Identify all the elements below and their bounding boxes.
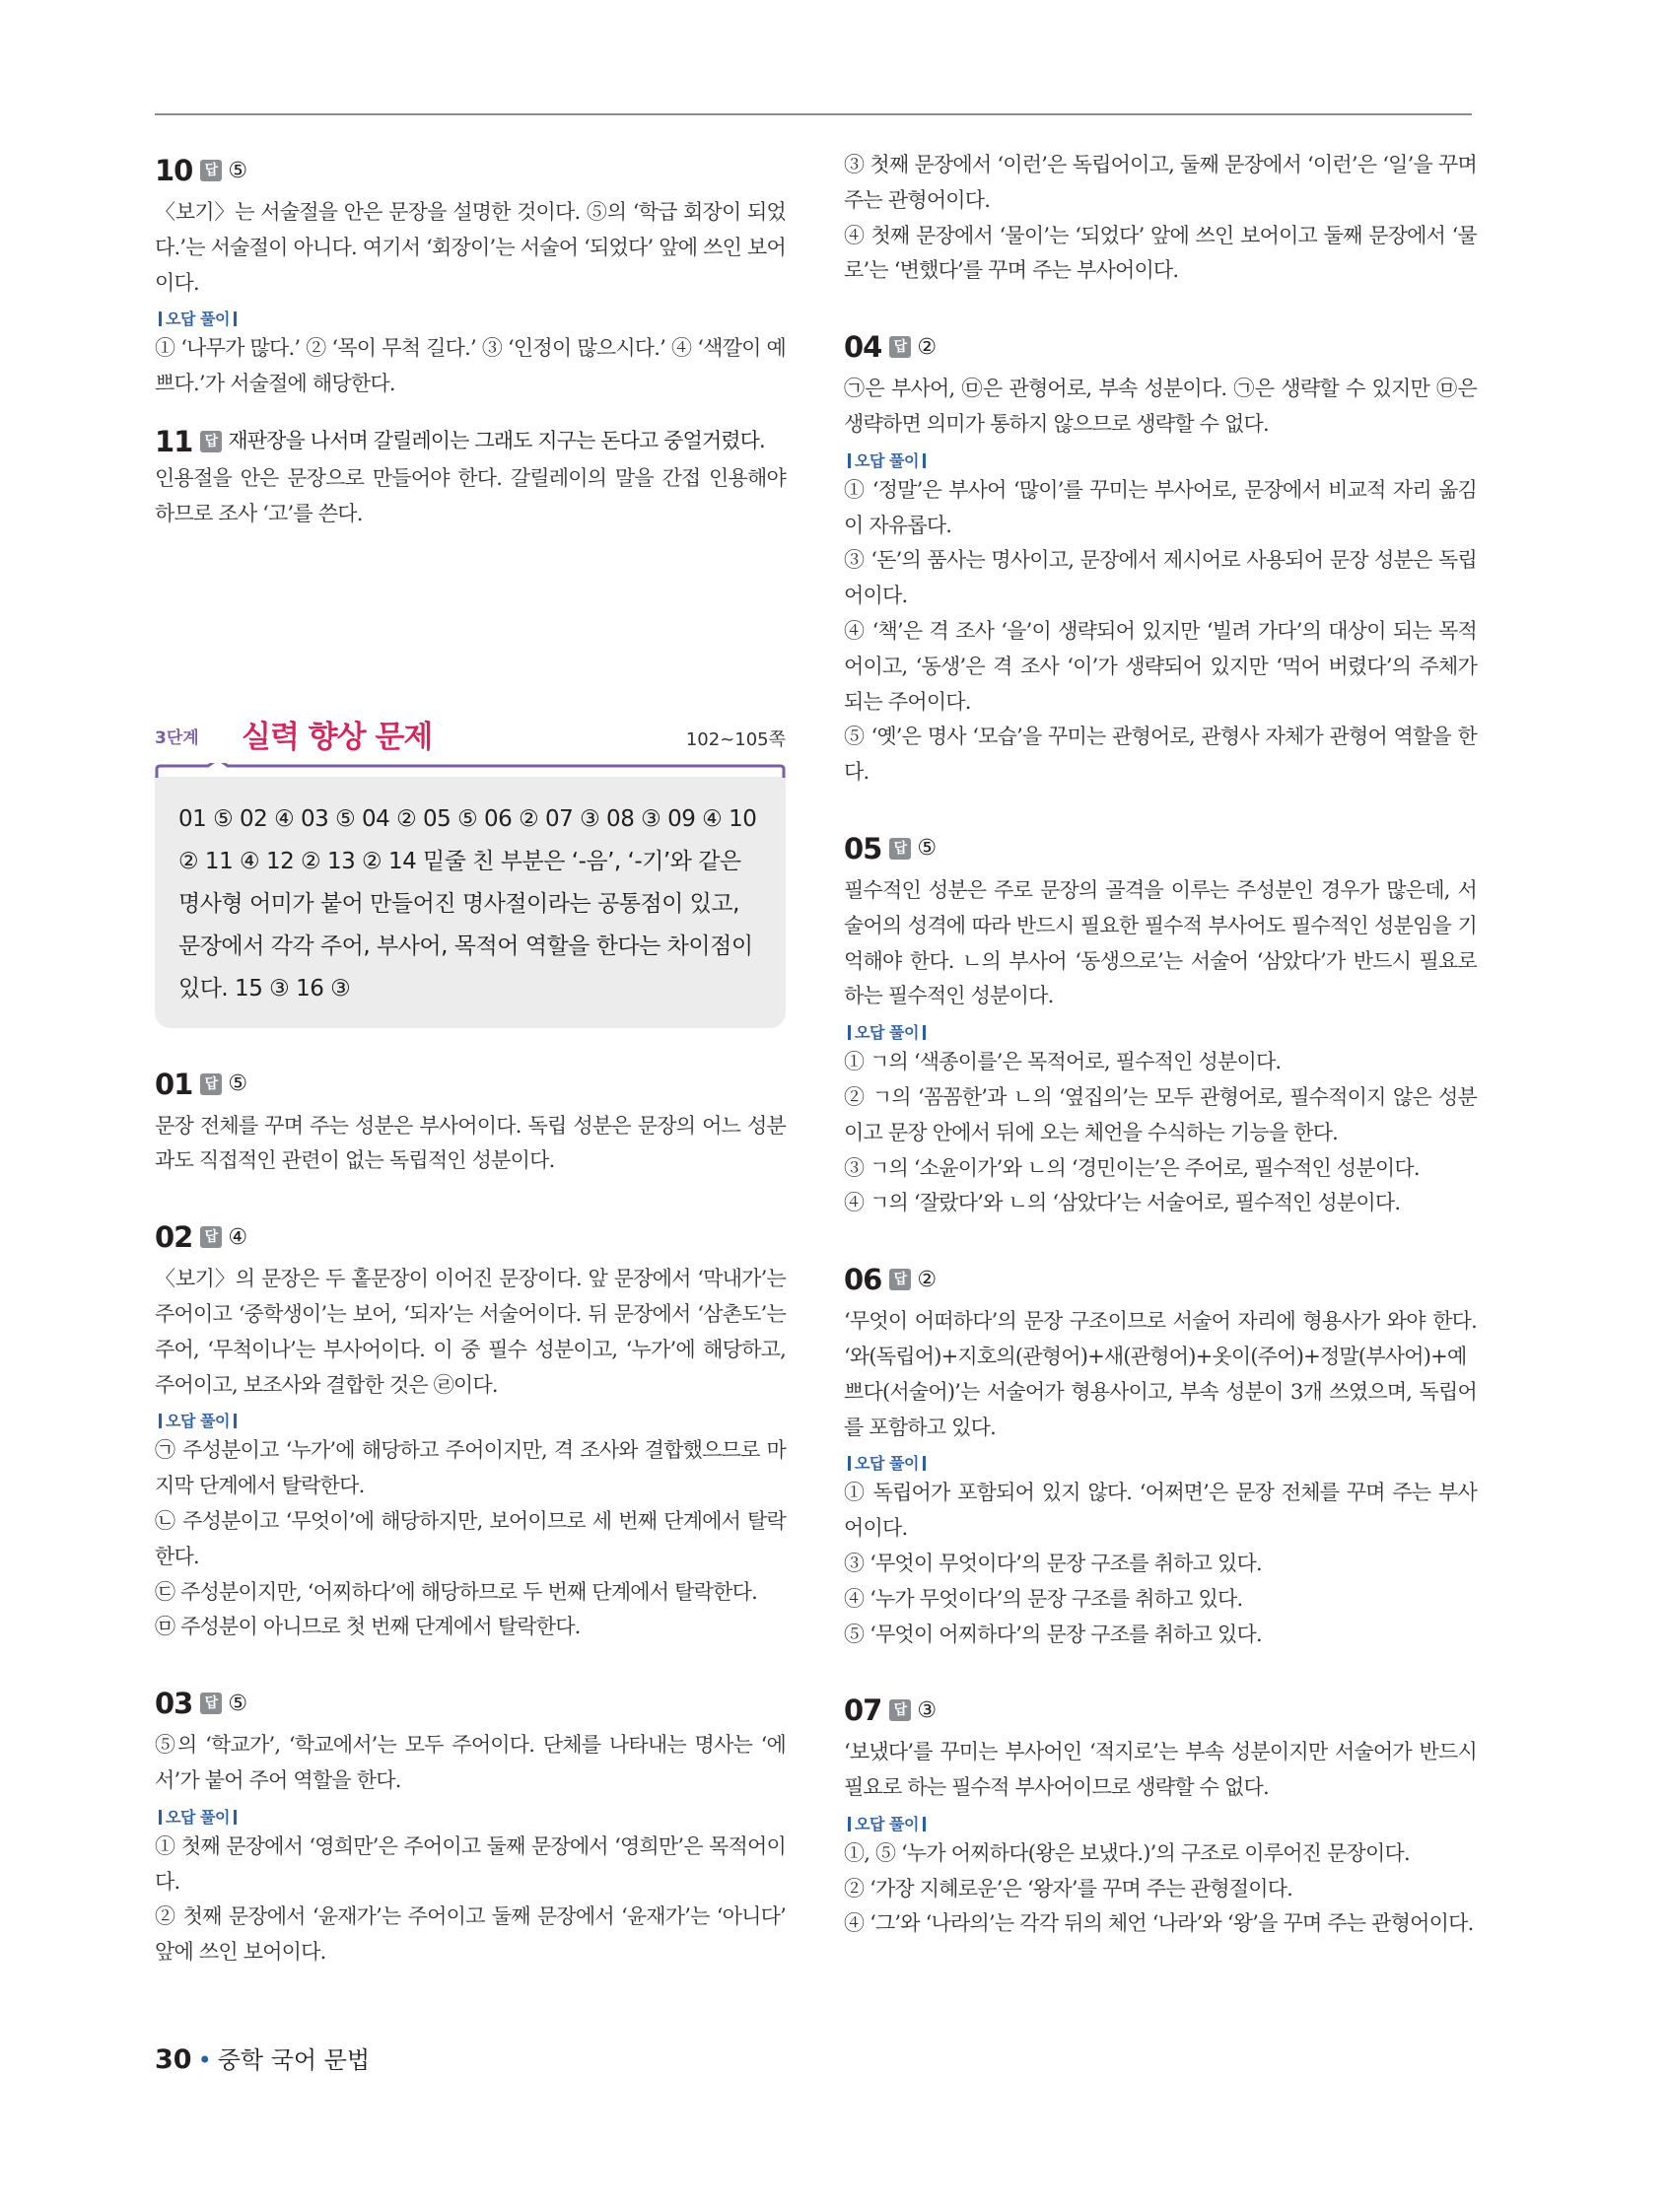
answer-badge: 답 bbox=[889, 1699, 911, 1721]
question-number: 01 bbox=[155, 1067, 193, 1101]
wrong-answer-item: ③ ㄱ의 ‘소윤이가’와 ㄴ의 ‘경민이는’은 주어로, 필수적인 성분이다. bbox=[844, 1155, 1420, 1180]
question-05 bbox=[844, 826, 1477, 1221]
explanation: ‘무엇이 어떠하다’의 문장 구조이므로 서술어 자리에 형용사가 와야 한다. ‘와(독립어)+지호의(관형어)+새(관형어)+옷이(주어)+정말(부사어)+예쁘다(서술어)’는 서술어가 형용사이고, 부속 성분이 3개 쓰였으며, 독립어를 포함하고 있다. bbox=[844, 1309, 1477, 1439]
answer-badge: 답 bbox=[200, 1226, 222, 1248]
explanation: 필수적인 성분은 주로 문장의 골격을 이루는 주성분인 경우가 많은데, 서술어의 성격에 따라 반드시 필요한 필수적 부사어도 필수적인 성분임을 기억해야 한다. ㄴ의 부사어 ‘동생으로’는 서술어 ‘삼았다’가 반드시 필요로 하는 필수적인 성분이다. bbox=[844, 877, 1477, 1008]
book-title: 중학 국어 문법 bbox=[217, 2046, 371, 2074]
wrong-answer-label: 오답 풀이 bbox=[844, 449, 930, 471]
wrong-answer-item: ① ㄱ의 ‘색종이를’은 목적어로, 필수적인 성분이다. bbox=[844, 1050, 1282, 1074]
wrong-answer-item: ③ ‘돈’의 품사는 명사이고, 문장에서 제시어로 사용되어 문장 성분은 독립어이다. bbox=[844, 548, 1477, 608]
question-03 bbox=[155, 1681, 786, 1970]
wrong-answer-item: ㉠ 주성분이고 ‘누가’에 해당하고 주어이지만, 격 조사와 결합했으므로 마지막 단계에서 탈락한다. bbox=[155, 1438, 786, 1498]
wrong-answer-item: ① ‘나무가 많다.’ ② ‘목이 무척 길다.’ ③ ‘인정이 많으시다.’ ④ ‘색깔이 예쁘다.’가 서술절에 해당한다. bbox=[155, 336, 786, 396]
stage-header-line bbox=[155, 763, 786, 779]
answer-value: ② bbox=[917, 1267, 938, 1292]
stage-title: 실력 향상 문제 bbox=[242, 719, 433, 755]
question-01 bbox=[155, 1062, 786, 1180]
question-07 bbox=[844, 1688, 1477, 1942]
answer-badge: 답 bbox=[200, 1073, 222, 1095]
explanation: 문장 전체를 꾸며 주는 성분은 부사어이다. 독립 성분은 문장의 어느 성분과도 직접적인 관련이 없는 독립적인 성분이다. bbox=[155, 1113, 786, 1173]
answer-badge: 답 bbox=[889, 1269, 911, 1290]
answer-badge: 답 bbox=[200, 431, 222, 452]
answer-text: 재판장을 나서며 갈릴레이는 그래도 지구는 돈다고 중얼거렸다. bbox=[228, 428, 765, 452]
wrong-answer-item: ① 첫째 문장에서 ‘영희만’은 주어이고 둘째 문장에서 ‘영희만’은 목적어이다. bbox=[155, 1833, 786, 1894]
question-number: 11 bbox=[155, 424, 193, 458]
answer-value: ⑤ bbox=[917, 836, 938, 862]
wrong-answer-item: ④ ㄱ의 ‘잘랐다’와 ㄴ의 ‘삼았다’는 서술어로, 필수적인 성분이다. bbox=[844, 1191, 1401, 1215]
wrong-answer-item: ㉢ 주성분이지만, ‘어찌하다’에 해당하므로 두 번째 단계에서 탈락한다. bbox=[155, 1579, 757, 1604]
wrong-answer-item: ㉤ 주성분이 아니므로 첫 번째 단계에서 탈락한다. bbox=[155, 1615, 581, 1639]
question-number: 07 bbox=[844, 1694, 882, 1728]
explanation: ⑤의 ‘학교가’, ‘학교에서’는 모두 주어이다. 단체를 나타내는 명사는 ‘에서’가 붙어 주어 역할을 한다. bbox=[155, 1733, 786, 1792]
wrong-answer-item: ③ 첫째 문장에서 ‘이런’은 독립어이고, 둘째 문장에서 ‘이런’은 ‘일’을 꾸며 주는 관형어이다. bbox=[844, 153, 1477, 212]
answer-value: ④ bbox=[228, 1224, 248, 1250]
question-03-continued bbox=[844, 148, 1477, 289]
answer-value: ② bbox=[917, 334, 938, 360]
wrong-answer-item: ④ ‘책’은 격 조사 ‘을’이 생략되어 있지만 ‘빌려 가다’의 대상이 되는 목적어이고, ‘동생’은 격 조사 ‘이’가 생략되어 있지만 ‘먹어 버렸다’의 주체가 되는 주어이다. bbox=[844, 618, 1477, 714]
top-rule bbox=[155, 113, 1472, 115]
question-number: 10 bbox=[155, 154, 193, 187]
question-number: 02 bbox=[155, 1220, 193, 1255]
question-number: 06 bbox=[844, 1263, 882, 1297]
wrong-answer-item: ① ‘정말’은 부사어 ‘많이’를 꾸미는 부사어로, 문장에서 비교적 자리 옮김이 자유롭다. bbox=[844, 477, 1477, 537]
footer-separator: • bbox=[197, 2046, 212, 2074]
wrong-answer-item: ② ㄱ의 ‘꼼꼼한’과 ㄴ의 ‘옆집의’는 모두 관형어로, 필수적이지 않은 성분이고 문장 안에서 뒤에 오는 체언을 수식하는 기능을 한다. bbox=[844, 1084, 1477, 1144]
answer-badge: 답 bbox=[889, 838, 911, 860]
answer-badge: 답 bbox=[200, 160, 222, 181]
stage-3-section bbox=[155, 708, 786, 1028]
explanation: 〈보기〉는 서술절을 안은 문장을 설명한 것이다. ⑤의 ‘학급 회장이 되었다.’는 서술절이 아니다. 여기서 ‘회장이’는 서술어 ‘되었다’ 앞에 쓰인 보어이다. bbox=[155, 200, 786, 295]
answer-value: ③ bbox=[917, 1697, 938, 1723]
wrong-answer-item: ⑤ ‘옛’은 명사 ‘모습’을 꾸미는 관형어로, 관형사 자체가 관형어 역할을 한다. bbox=[844, 725, 1477, 785]
explanation: ‘보냈다’를 꾸미는 부사어인 ‘적지로’는 부속 성분이지만 서술어가 반드시 필요로 하는 필수적 부사어이므로 생략할 수 없다. bbox=[844, 1740, 1477, 1800]
question-number: 05 bbox=[844, 831, 882, 865]
explanation: ㉠은 부사어, ㉤은 관형어로, 부속 성분이다. ㉠은 생략할 수 있지만 ㉤은 생략하면 의미가 통하지 않으므로 생략할 수 없다. bbox=[844, 377, 1477, 436]
wrong-answer-item: ④ ‘누가 무엇이다’의 문장 구조를 취하고 있다. bbox=[844, 1586, 1243, 1611]
question-number: 04 bbox=[844, 330, 882, 365]
page-footer bbox=[155, 2040, 370, 2075]
question-10 bbox=[155, 148, 786, 402]
wrong-answer-item: ④ 첫째 문장에서 ‘물이’는 ‘되었다’ 앞에 쓰인 보어이고 둘째 문장에서 ‘물로’는 ‘변했다’를 꾸며 주는 부사어이다. bbox=[844, 223, 1477, 283]
wrong-answer-item: ④ ‘그’와 ‘나라의’는 각각 뒤의 체언 ‘나라’와 ‘왕’을 꾸며 주는 관형어이다. bbox=[844, 1911, 1474, 1936]
question-02 bbox=[155, 1214, 786, 1645]
wrong-answer-item: ② 첫째 문장에서 ‘윤재가’는 주어이고 둘째 문장에서 ‘윤재가’는 ‘아니다’ 앞에 쓰인 보어이다. bbox=[155, 1904, 786, 1965]
explanation: 〈보기〉의 문장은 두 홑문장이 이어진 문장이다. 앞 문장에서 ‘막내가’는 주어이고 ‘중학생이’는 보어, ‘되자’는 서술어이다. 뒤 문장에서 ‘삼촌도’는 주어, ‘무척이나’는 부사어이다. 이 중 필수 성분이고, ‘누가’에 해당하고, 주어이고, 보조사와 결합한 것은 ㉣이다. bbox=[155, 1267, 786, 1397]
wrong-answer-item: ③ ‘무엇이 무엇이다’의 문장 구조를 취하고 있다. bbox=[844, 1551, 1262, 1575]
question-11 bbox=[155, 422, 786, 532]
wrong-answer-label: 오답 풀이 bbox=[844, 1020, 930, 1043]
wrong-answer-label: 오답 풀이 bbox=[155, 1805, 241, 1828]
wrong-answer-label: 오답 풀이 bbox=[155, 307, 241, 329]
question-04 bbox=[844, 324, 1477, 791]
stage-pages: 102~105쪽 bbox=[685, 728, 786, 750]
right-column bbox=[844, 148, 1477, 1942]
explanation: 인용절을 안은 문장으로 만들어야 한다. 갈릴레이의 말을 간접 인용해야 하므로 조사 ‘고’를 쓴다. bbox=[155, 465, 786, 525]
wrong-answer-item: ⑤ ‘무엇이 어찌하다’의 문장 구조를 취하고 있다. bbox=[844, 1622, 1262, 1646]
wrong-answer-label: 오답 풀이 bbox=[844, 1451, 930, 1474]
question-06 bbox=[844, 1257, 1477, 1652]
question-number: 03 bbox=[155, 1687, 193, 1721]
wrong-answer-item: ①, ⑤ ‘누가 어찌하다(왕은 보냈다.)’의 구조로 이루어진 문장이다. bbox=[844, 1840, 1410, 1865]
wrong-answer-item: ② ‘가장 지혜로운’은 ‘왕자’를 꾸며 주는 관형절이다. bbox=[844, 1876, 1293, 1901]
answer-badge: 답 bbox=[200, 1693, 222, 1714]
wrong-answer-item: ① 독립어가 포함되어 있지 않다. ‘어쩌면’은 문장 전체를 꾸며 주는 부사어이다. bbox=[844, 1481, 1477, 1541]
wrong-answer-item: ㉡ 주성분이고 ‘무엇이’에 해당하지만, 보어이므로 세 번째 단계에서 탈락한다. bbox=[155, 1508, 786, 1568]
answer-summary-text: 01 ⑤ 02 ④ 03 ⑤ 04 ② 05 ⑤ 06 ② 07 ③ 08 ③ 09 ④ 10 ② 11 ④ 12 ② 13 ② 14 밑줄 친 부분은 ‘-음’, ‘-기’와 같은 명사형 어미가 붙어 만들어진 명사절이라는 공통점이 있고, 문장에서 각각 주어, 부사어, 목적어 역할을 한다는 차이점이 있다. 15 ③ 16 ③ bbox=[178, 805, 757, 1002]
answer-value: ⑤ bbox=[228, 1071, 248, 1097]
wrong-answer-label: 오답 풀이 bbox=[155, 1409, 241, 1431]
answer-value: ⑤ bbox=[228, 158, 248, 183]
wrong-answer-label: 오답 풀이 bbox=[844, 1812, 930, 1834]
page-number: 30 bbox=[155, 2044, 192, 2075]
answer-badge: 답 bbox=[889, 336, 911, 358]
left-column bbox=[155, 148, 786, 1970]
stage-level: 3단계 bbox=[155, 727, 199, 748]
answer-summary-box bbox=[155, 777, 786, 1028]
answer-value: ⑤ bbox=[228, 1691, 248, 1716]
